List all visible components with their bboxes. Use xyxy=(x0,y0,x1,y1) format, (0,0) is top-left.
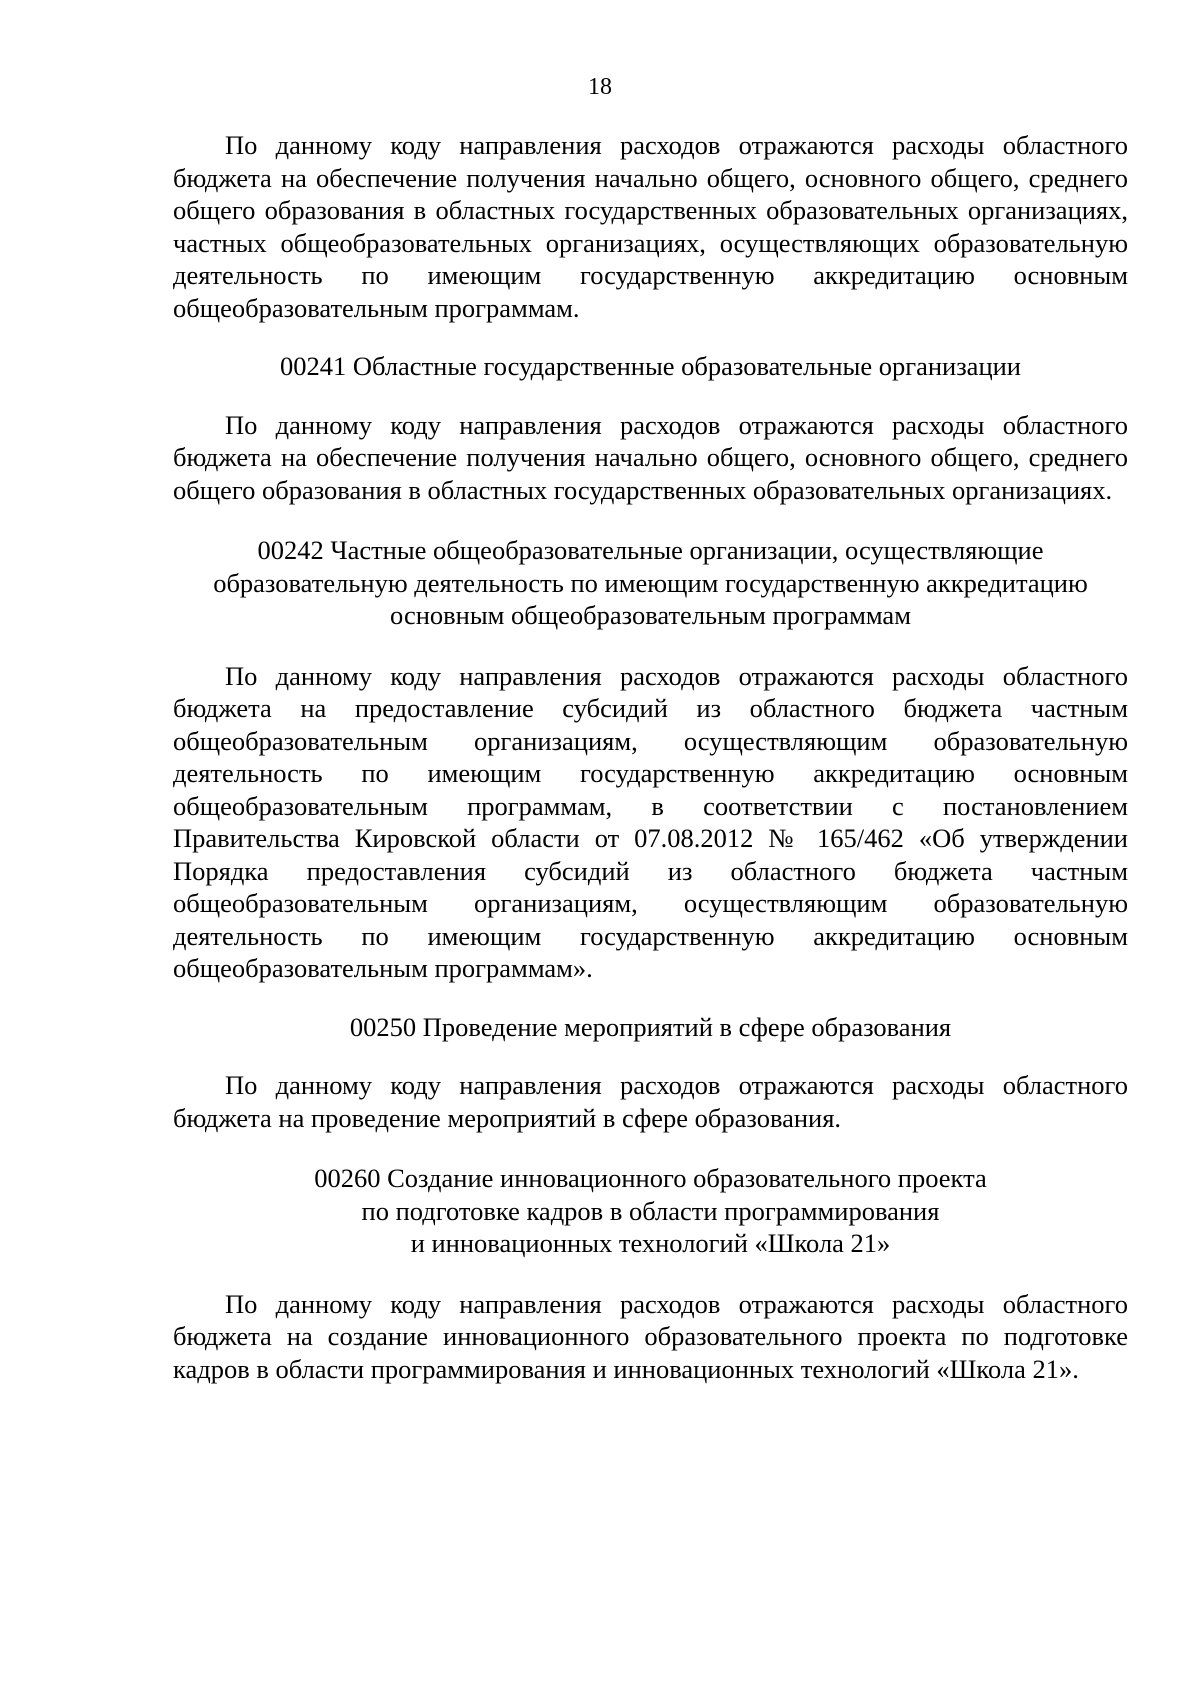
document-body xyxy=(173,129,1128,1385)
section-heading-00250 xyxy=(173,1011,1128,1044)
paragraph-intro: По данному коду направления расходов отражаются расходы областного бюджета на обеспечение получения начально общего, основного общего, среднего общего образования в областных государственных образовательных организациях, частных общеобразовательных организациях, осуществляющих образовательную деятельность по имеющим государственную аккредитацию основным общеобразовательным программам. xyxy=(173,130,1128,323)
heading-line: и инновационных технологий «Школа 21» xyxy=(410,1228,891,1258)
paragraph-00242: По данному коду направления расходов отражаются расходы областного бюджета на предоставление субсидий из областного бюджета частным общеобразовательным организациям, осуществляющим образовательную деятельность по имеющим государственную аккредитацию основным общеобразовательным программам, в соответствии с постановлением Правительства Кировской области от 07.08.2012 № 165/462 «Об утверждении Порядка предоставления субсидий из областного бюджета частным общеобразовательным организациям, осуществляющим образовательную деятельность по имеющим государственную аккредитацию основным общеобразовательным программам». xyxy=(173,660,1128,983)
section-heading-00260 xyxy=(173,1162,1128,1260)
paragraph-00250: По данному коду направления расходов отражаются расходы областного бюджета на проведение мероприятий в сфере образования. xyxy=(173,1070,1128,1133)
heading-line: 00250 Проведение мероприятий в сфере образования xyxy=(349,1011,952,1042)
heading-line: образовательную деятельность по имеющим государственную аккредитацию xyxy=(213,567,1088,598)
heading-line: 00241 Областные государственные образовательные организации xyxy=(279,351,1021,381)
heading-line: 00242 Частные общеобразовательные организации, осуществляющие xyxy=(257,535,1044,565)
paragraph-00241: По данному коду направления расходов отражаются расходы областного бюджета на обеспечение получения начально общего, основного общего, среднего общего образования в областных государственных образовательных организациях. xyxy=(173,409,1128,505)
paragraph-00260: По данному коду направления расходов отражаются расходы областного бюджета на создание инновационного образовательного проекта по подготовке кадров в области программирования и инновационных технологий «Школа 21». xyxy=(173,1288,1128,1384)
section-heading-00241 xyxy=(173,350,1128,383)
section-heading-00242 xyxy=(173,534,1128,632)
heading-line: по подготовке кадров в области программирования xyxy=(361,1195,940,1226)
heading-line: основным общеобразовательным программам xyxy=(390,600,911,630)
page-number: 18 xyxy=(588,74,612,100)
heading-line: 00260 Создание инновационного образовательного проекта xyxy=(314,1163,987,1193)
